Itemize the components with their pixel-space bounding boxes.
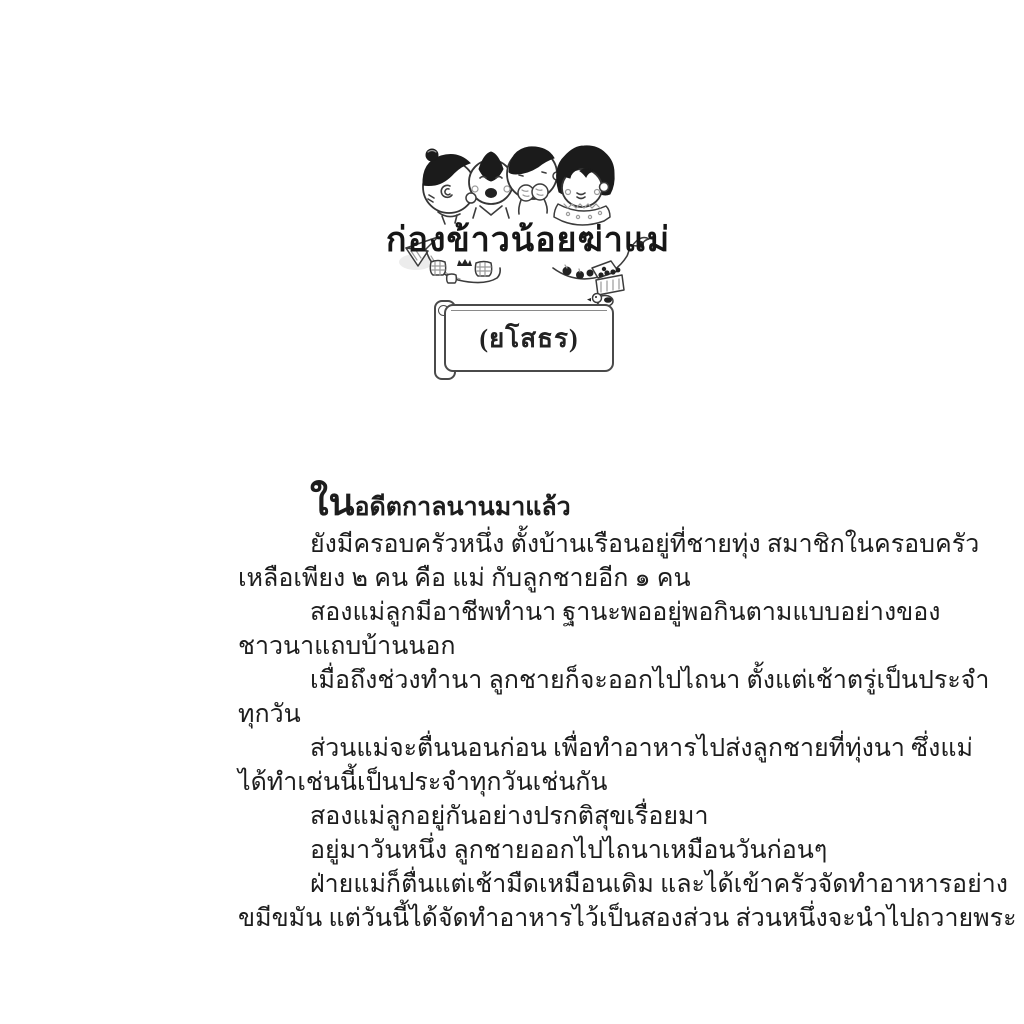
story-line: ยังมีครอบครัวหนึ่ง ตั้งบ้านเรือนอยู่ที่ชายทุ่ง สมาชิกในครอบครัว [310,531,980,558]
story-title: ก่องข้าวน้อยฆ่าแม่ [385,222,671,259]
story-text [238,478,1017,936]
opening-drop-word: ใน [310,482,355,524]
story-line: สองแม่ลูกอยู่กันอย่างปรกติสุขเรื่อยมา [310,803,709,830]
story-line: ส่วนแม่จะตื่นนอนก่อน เพื่อทำอาหารไปส่งลูกชายที่ทุ่งนา ซึ่งแม่ [310,735,973,762]
story-line: ทุกวัน [238,701,301,728]
story-line: เมื่อถึงช่วงทำนา ลูกชายก็จะออกไปไถนา ตั้งแต่เช้าตรู่เป็นประจำ [310,667,990,694]
story-lines [238,528,1017,936]
story-opening-line [238,478,850,528]
story-line: ชาวนาแถบบ้านนอก [238,633,456,660]
province-banner [444,304,614,372]
story-line: เหลือเพียง ๒ คน คือ แม่ กับลูกชายอีก ๑ คน [238,565,691,592]
opening-rest: อดีตกาลนานมาแล้ว [354,494,571,521]
story-line: ได้ทำเช่นนี้เป็นประจำทุกวันเช่นกัน [238,769,608,796]
story-line: อยู่มาวันหนึ่ง ลูกชายออกไปไถนาเหมือนวันก่อนๆ [310,837,828,864]
banner-inner-rule [451,310,607,311]
province-label: (ยโสธร) [479,323,579,353]
story-line: ฝ่ายแม่ก็ตื่นแต่เช้ามืดเหมือนเดิม และได้เข้าครัวจัดทำอาหารอย่าง [310,871,1008,898]
story-line: สองแม่ลูกมีอาชีพทำนา ฐานะพออยู่พอกินตามแบบอย่างของ [310,599,941,626]
story-line: ขมีขมัน แต่วันนี้ได้จัดทำอาหารไว้เป็นสองส่วน ส่วนหนึ่งจะนำไปถวายพระ [238,905,1017,932]
child-singing-icon [466,152,513,218]
child-covering-mouth-icon [507,147,561,214]
